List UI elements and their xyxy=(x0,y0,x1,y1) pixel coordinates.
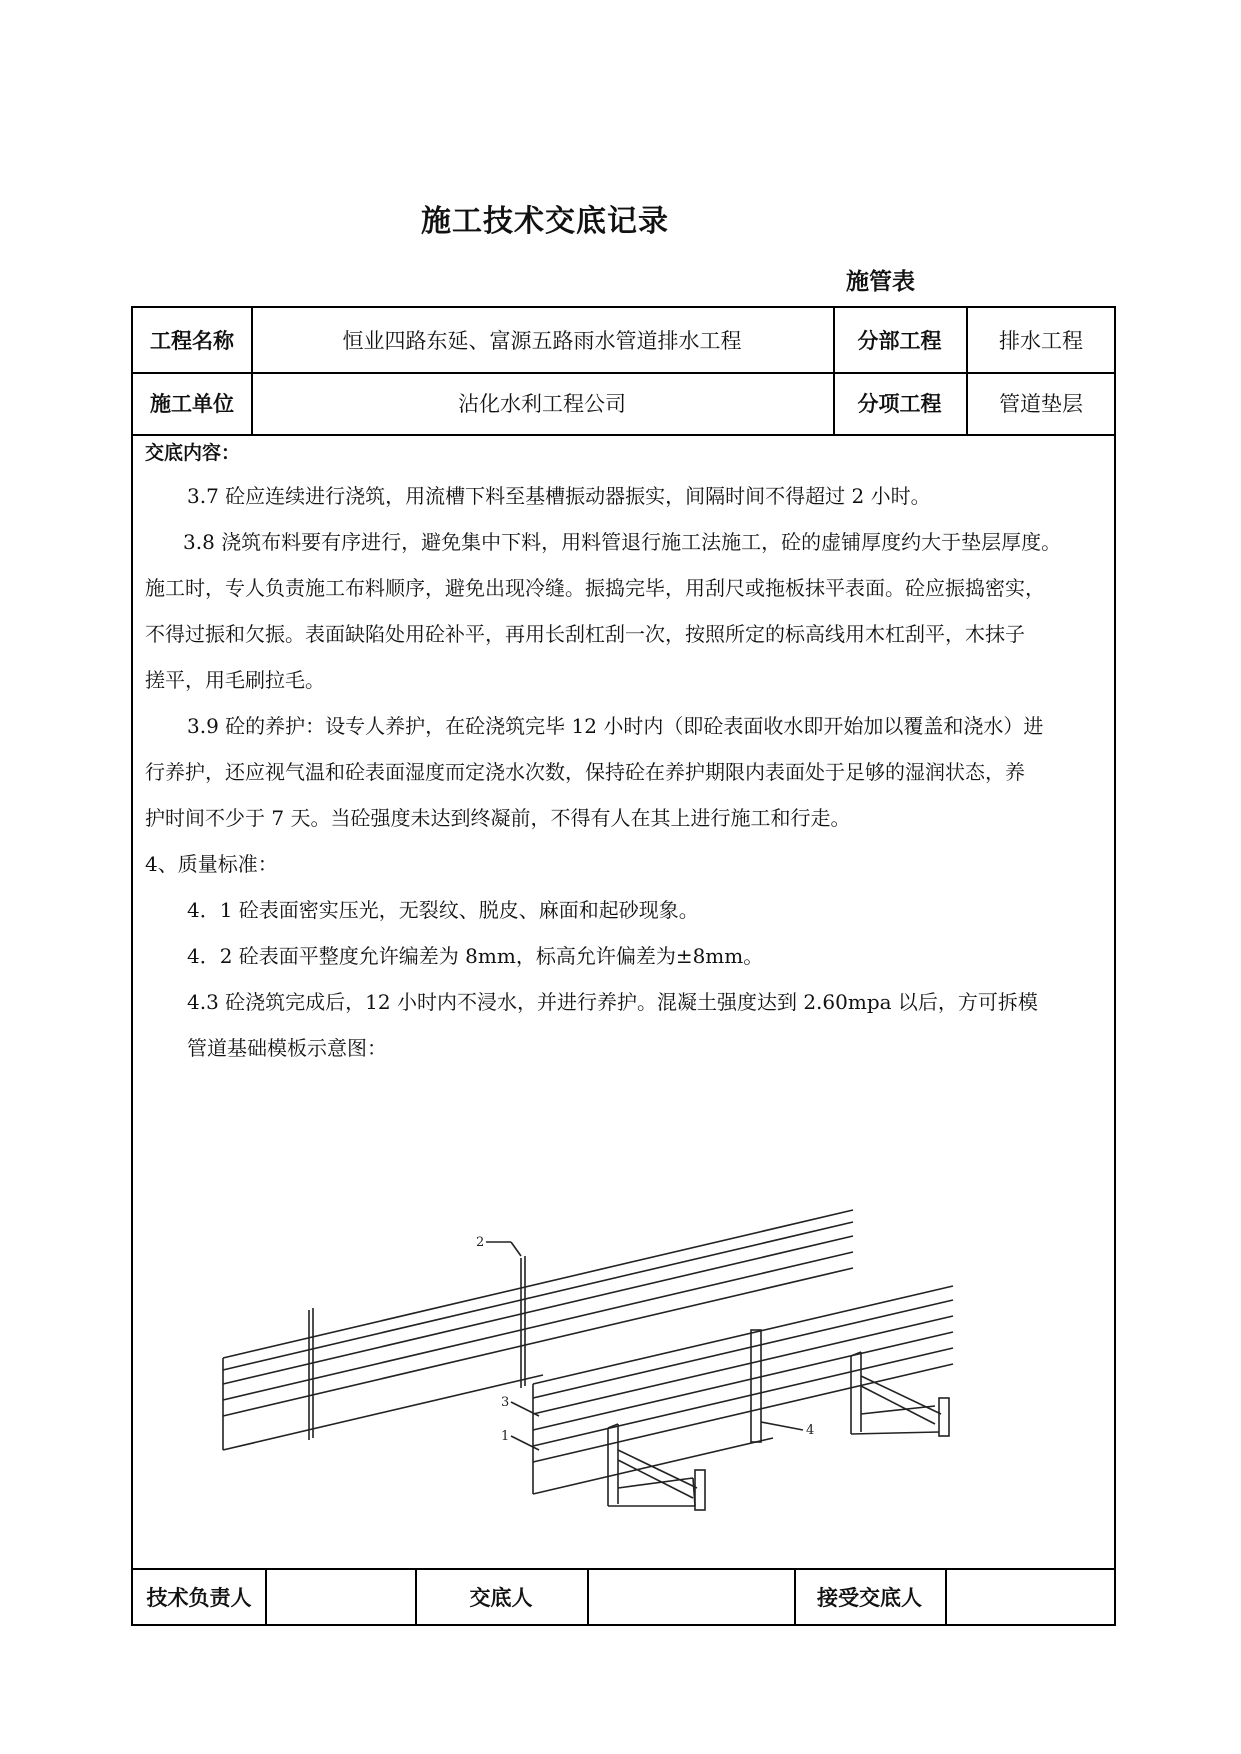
content-line: 4.3 砼浇筑完成后，12 小时内不浸水，并进行养护。混凝土强度达到 2.60mpa 以后，方可拆模 xyxy=(187,990,1038,1014)
content-line: 4．2 砼表面平整度允许编差为 8mm，标高允许偏差为±8mm。 xyxy=(187,944,764,968)
division-value: 排水工程 xyxy=(999,329,1083,353)
record-table xyxy=(131,306,1116,1626)
presenter-value[interactable] xyxy=(587,1568,794,1626)
sub-item-value: 管道垫层 xyxy=(999,392,1083,416)
tech-lead-value[interactable] xyxy=(265,1568,415,1626)
formwork-diagram xyxy=(213,1188,1053,1548)
diagram-label-board: 3 xyxy=(501,1395,510,1410)
content-line: 不得过振和欠振。表面缺陷处用砼补平，再用长刮杠刮一次，按照所定的标高线用木杠刮平，木抹子 xyxy=(145,622,1025,646)
row-divider xyxy=(133,434,1114,436)
form-code: 施管表 xyxy=(846,269,915,295)
content-line: 管道基础模板示意图： xyxy=(187,1036,387,1060)
content-line: 4．1 砼表面密实压光，无裂纹、脱皮、麻面和起砂现象。 xyxy=(187,898,699,922)
receiver-label: 接受交底人 xyxy=(817,1586,922,1610)
project-name-value: 恒业四路东延、富源五路雨水管道排水工程 xyxy=(342,329,742,353)
content-line: 行养护，还应视气温和砼表面湿度而定浇水次数，保持砼在养护期限内表面处于足够的湿润状态，养 xyxy=(145,760,1025,784)
content-line: 3.9 砼的养护：设专人养护，在砼浇筑完毕 12 小时内（即砼表面收水即开始加以覆盖和浇水）进 xyxy=(187,714,1044,738)
content-line: 3.8 浇筑布料要有序进行，避免集中下料，用料管退行施工法施工，砼的虚铺厚度约大于垫层厚度。 xyxy=(183,530,1062,554)
sub-item-label: 分项工程 xyxy=(857,392,942,416)
project-name-label: 工程名称 xyxy=(150,329,234,353)
diagram-label-support: 4 xyxy=(806,1423,815,1438)
diagram-label-stake: 2 xyxy=(476,1235,485,1250)
construction-unit-value: 沾化水利工程公司 xyxy=(458,392,626,416)
content-line: 搓平，用毛刷拉毛。 xyxy=(145,668,325,692)
content-heading: 交底内容： xyxy=(145,442,241,464)
content-line: 护时间不少于 7 天。当砼强度未达到终凝前，不得有人在其上进行施工和行走。 xyxy=(145,806,851,830)
presenter-label: 交底人 xyxy=(469,1586,533,1610)
division-label: 分部工程 xyxy=(857,329,942,353)
construction-unit-label: 施工单位 xyxy=(150,392,234,416)
diagram-label-formwork: 1 xyxy=(501,1429,510,1444)
content-line: 4、质量标准： xyxy=(145,852,278,876)
page-title: 施工技术交底记录 xyxy=(421,204,669,239)
receiver-value[interactable] xyxy=(945,1568,1116,1626)
content-line: 3.7 砼应连续进行浇筑，用流槽下料至基槽振动器振实，间隔时间不得超过 2 小时。 xyxy=(187,484,931,508)
tech-lead-label: 技术负责人 xyxy=(146,1586,252,1610)
content-line: 施工时，专人负责施工布料顺序，避免出现冷缝。振捣完毕，用刮尺或拖板抹平表面。砼应振捣密实， xyxy=(145,576,1045,600)
